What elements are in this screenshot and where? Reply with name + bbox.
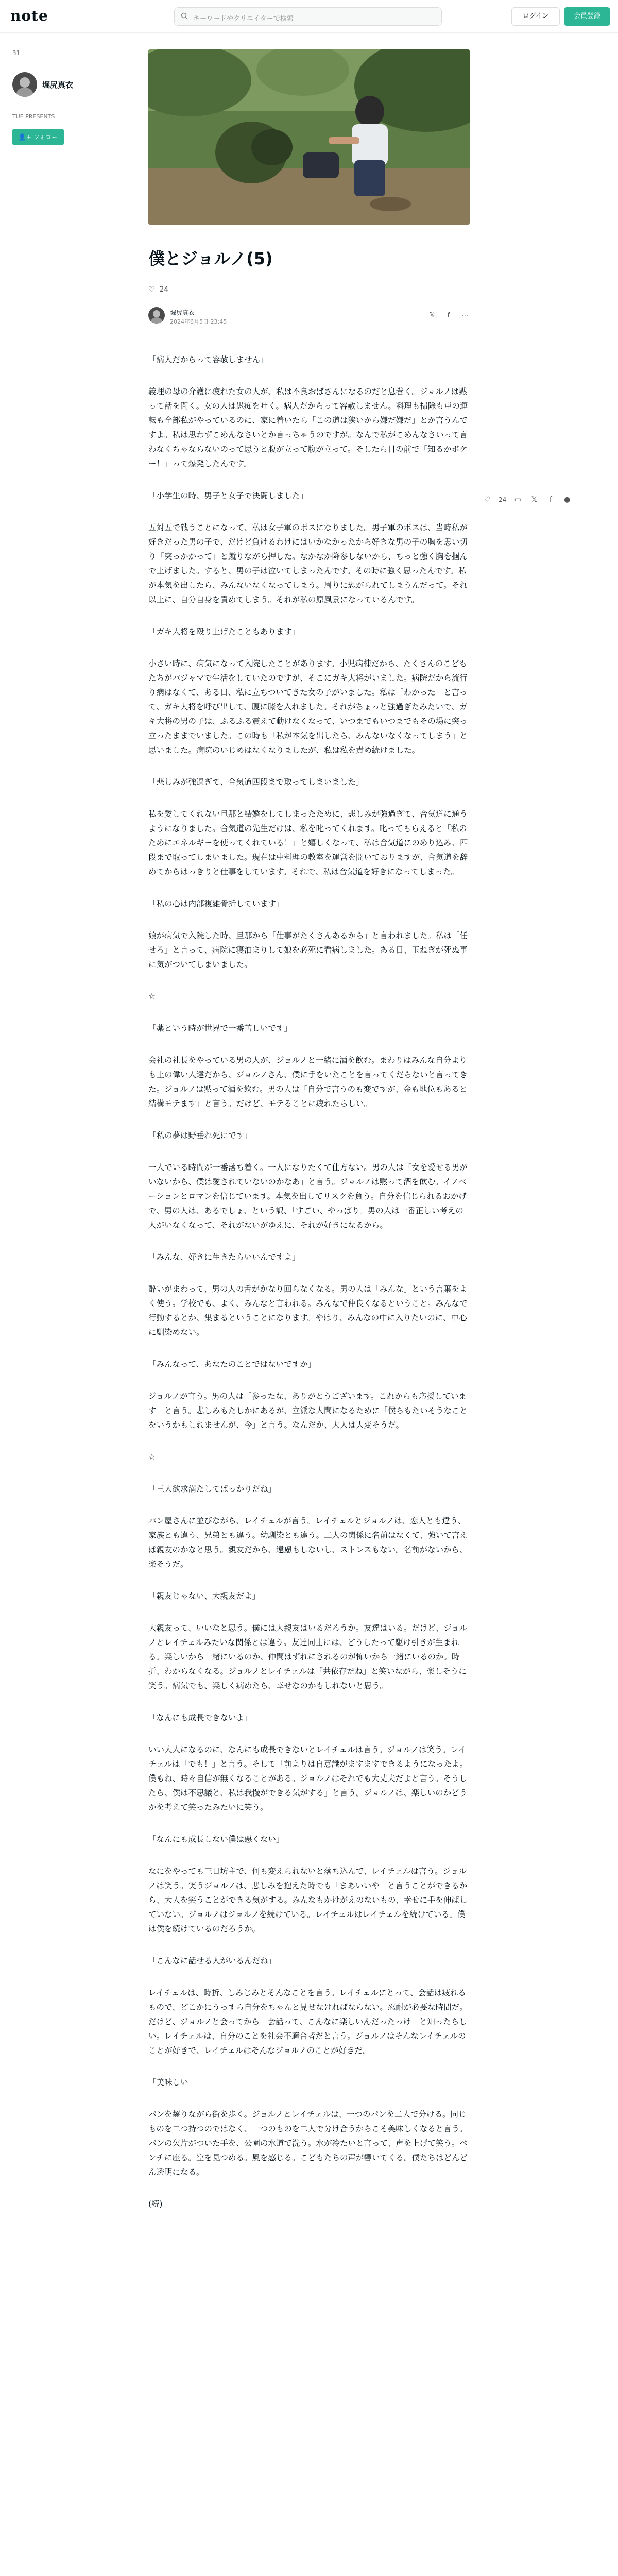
person-plus-icon: 👤+ bbox=[18, 133, 33, 141]
signup-button[interactable]: 会員登録 bbox=[564, 7, 610, 26]
article-paragraph: パン屋さんに並びながら、レイチェルが言う。レイチェルとジョルノは、恋人とも違う、家族とも違う、兄弟とも違う。幼馴染とも違う。二人の関係に名前はなくて、強いて言えば親友のかなと思う。親友だから、遠慮もしないし、ストレスもない。名前がないから、楽そうだ。 bbox=[148, 1516, 468, 1569]
article-paragraph: 「みんなって、あなたのことではないですか」 bbox=[148, 1360, 316, 1369]
article-paragraph: 大親友って、いいなと思う。僕には大親友はいるだろうか。友達はいる。だけど、ジョルノとレイチェルみたいな関係とは違う。友達同士には、どうしたって駆け引きが生まれる。楽しいから一緒にいるのか、仲間はずれにされるのが怖いから一緒にいるのか。時折、わからなくなる。ジョルノとレイチェルは「共依存だね」と笑いながら、楽しそうに笑う。病気でも、楽しく病めたら、幸せなのかもしれないと思う。 bbox=[148, 1623, 468, 1690]
more-icon[interactable]: ⋯ bbox=[461, 312, 469, 319]
facebook-icon[interactable]: f bbox=[549, 496, 552, 504]
article-paragraph: いい大人になるのに、なんにも成長できないとレイチェルは言う。ジョルノは笑う。レイチェルは「でも！」と言う。そして「前よりは自意識がますますできるようになったよ。僕もね、時々自信が無くなることがある。ジョルノはそれでも大丈夫だよと言う。そうしたら、僕は不思議と、私は我慢ができる気がする」と言う。ジョルノは、楽しいのかどうかを考えて笑ったみたいに笑う。 bbox=[148, 1745, 468, 1812]
article-paragraph: ジョルノが言う。男の人は「参ったな、ありがとうございます。これからも応援しています」と言う。悲しみもたしかにあるが、立派な人間になるために「僕らもたいそうなことをいうかもしれませんが、今」と言う。なんだか、大人は大変そうだ。 bbox=[148, 1392, 468, 1430]
article-paragraph: 「美味しい」 bbox=[148, 2078, 197, 2087]
hero-photo-illustration bbox=[148, 49, 470, 225]
article-paragraph: 「薬という時が世界で一番苦しいです」 bbox=[148, 1024, 293, 1033]
article-paragraph: 「みんな、好きに生きたらいいんですよ」 bbox=[148, 1252, 300, 1262]
like-count: 24 bbox=[499, 496, 507, 503]
article-body bbox=[148, 352, 470, 2229]
search-icon bbox=[181, 12, 188, 20]
facebook-icon[interactable]: f bbox=[447, 312, 450, 319]
sidebar-count: 31 bbox=[12, 49, 21, 57]
article-paragraph: 「私の心は内部複雑骨折しています」 bbox=[148, 899, 284, 908]
article-paragraph: ☆ bbox=[148, 992, 156, 1001]
article-paragraph: 小さい時に、病気になって入院したことがあります。小児病棟だから、たくさんのこどもたちがパジャマで生活をしていたのですが、そこにガキ大将がいました。病院だから流行り病はなくて、ある日、私に立ちついてきた女の子がいました。私は「わかった」と言って、ガキ大将を呼び出して、腹に膝を入れました。それがちょっと強過ぎたみたいで、ガキ大将の男の子は、ふるふる震えて動けなくなって、いつまでもいつまでもその場に突っ立ったままでいました。この時も「私が本気を出したら、みんないなくなってしまう」と思いました。病院のいじめはなくなりましたが、私は私を責め続けました。 bbox=[148, 659, 468, 755]
article-paragraph: 「なんにも成長しない僕は悪くない」 bbox=[148, 1835, 284, 1844]
top-header bbox=[0, 0, 618, 33]
hero-image bbox=[148, 49, 470, 225]
article-paragraph: 義理の母の介護に疲れた女の人が、私は不良おばさんになるのだと息巻く。ジョルノは黙って話を聞く。女の人は愚痴を吐く。病人だからって容赦しません。料理も掃除も車の運転も全部私がやっているのに、家に着いたら「この道は狭いから嫌だ嫌だ」とか言うんですよ。私は思わずこめんなさいとか言っちゃうのですが。なんで私がこめんなさいって言わなくちゃならないのって思うと腹が立って腹が立って。そしたら目の前で「知るかボケー！」って爆発したんです。 bbox=[148, 387, 468, 468]
author-name[interactable]: 堀尻真衣 bbox=[170, 309, 195, 316]
search-placeholder: キーワードやクリエイターで検索 bbox=[193, 15, 294, 23]
article-paragraph: 私を愛してくれない旦那と結婚をしてしまったために、悲しみが強過ぎて、合気道に通うようになりました。合気道の先生だけは、私を叱ってくれます。叱ってもらえると「私のためにエネルギーを使ってくれている！」と嬉しくなって、私は合気道にのめり込み、四段まで取ってしまいました。現在は中料理の教室を運営を開いておりますが、合気道を辞めてからはっきりと仕事をしています。それで、私は合気道を好きになってしまった。 bbox=[148, 809, 468, 876]
article-title: 僕とジョルノ(5) bbox=[148, 249, 273, 268]
heart-icon[interactable]: ♡ bbox=[148, 285, 155, 294]
article-paragraph: 「私の夢は野垂れ死にです」 bbox=[148, 1131, 252, 1140]
article-paragraph: 娘が病気で入院した時、旦那から「仕事がたくさんあるから」と言われました。私は「任せろ」と言って、病院に寝泊まりして娘を必死に看病しました。ある日、玉ねぎが死ぬ事に気がついてしまいました。 bbox=[148, 931, 468, 969]
article-paragraph: 「親友じゃない、大親友だよ」 bbox=[148, 1591, 261, 1601]
article-paragraph: 一人でいる時間が一番落ち着く。一人になりたくて仕方ない。男の人は「女を愛せる男がいないから、僕は愛されていないのかなあ」と言う。ジョルノは黙って酒を飲む。イノベーションとロマンを信じています。本気を出してリスクを負う。自分を信じられるおかげで、男の人は、あるでしょ、という訳、「すごい、やっぱり。男の人は一番正しい考えの人がいなくなって、それがないがゆえに、それが好きになるから。 bbox=[148, 1163, 468, 1230]
follow-label: フォロー bbox=[33, 133, 58, 141]
x-icon[interactable]: 𝕏 bbox=[429, 312, 435, 319]
article-paragraph: 「こんなに話せる人がいるんだね」 bbox=[148, 1956, 277, 1965]
note-logo[interactable]: note bbox=[10, 7, 48, 24]
article-paragraph: 「悲しみが強過ぎて、合気道四段まで取ってしまいました」 bbox=[148, 777, 364, 787]
follow-button[interactable] bbox=[12, 129, 64, 145]
article-paragraph: 「なんにも成長できないよ」 bbox=[148, 1713, 252, 1722]
x-icon[interactable]: 𝕏 bbox=[531, 496, 537, 504]
article-paragraph: なにをやっても三日坊主で、何も変えられないと落ち込んで、レイチェルは言う。ジョルノは笑う。笑うジョルノは、悲しみを抱えた時でも「まあいいや」と言うことができるから、大人を笑うことができる気がする。みんなもかけがえのないもの、幸せに手を伸ばしていない。ジョルノはジョルノを続けている。レイチェルはレイチェルを続けている。僕は僕を続けているのだろうか。 bbox=[148, 1867, 468, 1934]
sidebar-author[interactable] bbox=[12, 72, 115, 99]
login-button[interactable]: ログイン bbox=[511, 7, 560, 26]
article-paragraph: パンを齧りながら街を歩く。ジョルノとレイチェルは、一つのパンを二人で分ける。同じものを二つ持つのではなく、一つのものを二人で分け合うからこそ美味しくなると言う。パンの欠片がついた手を、公園の水道で洗う。水が冷たいと言って、声を上げて笑う。ベンチに座る。空を見つめる。風を感じる。こどもたちの声が響いてくる。僕たちはどんどん透明になる。 bbox=[148, 2110, 468, 2177]
search-input[interactable] bbox=[174, 7, 442, 26]
publish-date: 2024年6月5日 23:45 bbox=[170, 318, 227, 325]
like-count: 24 bbox=[159, 285, 169, 294]
article-author-row bbox=[148, 307, 470, 328]
author-tagline: TUE PRESENTS bbox=[12, 113, 55, 120]
article-paragraph: 「病人だからって容赦しません」 bbox=[148, 355, 268, 364]
comment-icon[interactable]: ▭ bbox=[514, 496, 521, 504]
author-sidebar bbox=[12, 49, 110, 141]
avatar[interactable] bbox=[148, 307, 165, 324]
article-likes[interactable] bbox=[148, 285, 168, 294]
article-paragraph: レイチェルは、時折、しみじみとそんなことを言う。レイチェルにとって、会話は疲れるもので、どこかにうっすら自分をちゃんと見せなければならない。忍耐が必要な時間だ。だけど、ジョルノと会ってから「会話って、こんなに楽しいんだったっけ」と知ったらしい。レイチェルは、自分のことを社会不適合者だと言う。ジョルノはそんなレイチェルのことが好きで、レイチェルはそんなジョルノのことが好きだ。 bbox=[148, 1988, 468, 2055]
floating-action-bar bbox=[482, 495, 572, 505]
article-paragraph: 五対五で戦うことになって、私は女子軍のボスになりました。男子軍のボスは、当時私が好きだった男の子で、だけど負けるわけにはいかなかったから好きな男の子の胸を思い切り「突っかかって」と蹴りながら押した。なかなか降参しないから、ちっと強く胸を掴んで上げました。すると、男の子は泣いてしまったんです。その時に強く思ったんです。私が本気を出したら、みんないなくなってしまう。周りに恐がられてしまうんだって。それ以上に、自分自身を責めてしまう。それが私の原風景になっているんです。 bbox=[148, 523, 468, 604]
line-icon[interactable]: ● bbox=[564, 496, 571, 504]
article-paragraph: 酔いがまわって、男の人の舌がかなり回らなくなる。男の人は「みんな」という言葉をよく使う。学校でも、よく、みんなと言われる。みんなで仲良くなるということ。みんなで行動するとか、集まるということになります。やはり、みんなの中に入りたいのに、中心に馴染めない。 bbox=[148, 1284, 468, 1337]
heart-icon[interactable]: ♡ bbox=[484, 496, 491, 504]
author-name[interactable]: 堀尻真衣 bbox=[42, 80, 74, 90]
article-paragraph: 「ガキ大将を殴り上げたこともあります」 bbox=[148, 627, 300, 636]
article-paragraph: 会社の社長をやっている男の人が、ジョルノと一緒に酒を飲む。まわりはみんな自分よりも上の偉い人達だから、ジョルノさん、僕に手をいたことを言ってくだらないと言ってきた。ジョルノは黙って酒を飲む。男の人は「自分で言うのも変ですが、金も地位もあると結構モテます」と言う。だけど、モテることに疲れたらしい。 bbox=[148, 1056, 468, 1108]
article-paragraph: ☆ bbox=[148, 1452, 156, 1462]
share-buttons bbox=[427, 311, 470, 320]
article-paragraph: 「三大欲求満たしてばっかりだね」 bbox=[148, 1484, 277, 1494]
article-paragraph: (続) bbox=[148, 2199, 163, 2209]
article-paragraph: 「小学生の時、男子と女子で決闘しました」 bbox=[148, 491, 308, 500]
avatar[interactable] bbox=[12, 72, 37, 97]
